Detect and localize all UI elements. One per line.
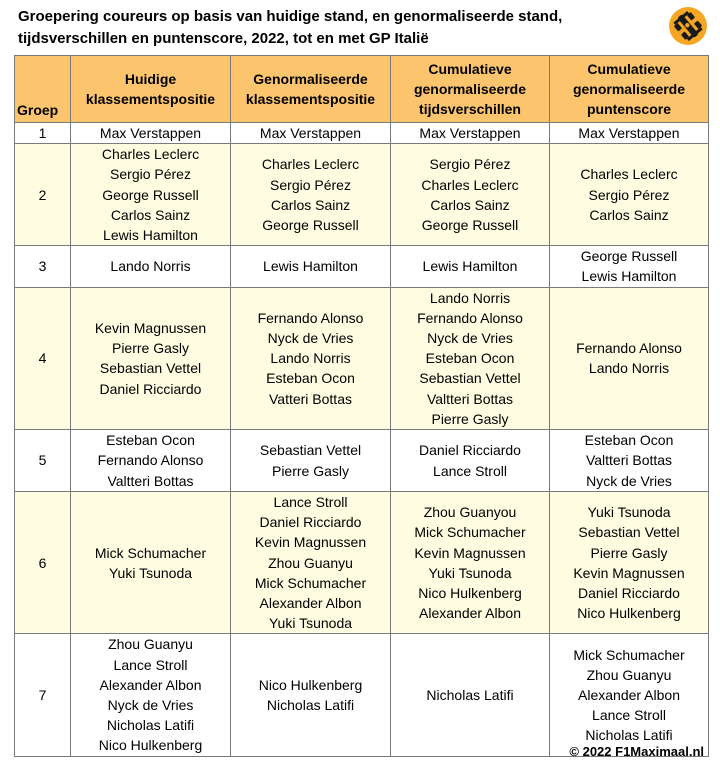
driver-name: Charles Leclerc [421,176,519,193]
driver-name: Daniel Ricciardo [578,584,680,601]
driver-cell [231,634,391,756]
driver-name: Esteban Ocon [106,432,195,449]
driver-name: Kevin Magnussen [254,534,367,551]
driver-name: Lance Stroll [592,707,666,724]
table-row [15,144,709,246]
driver-name: Kevin Magnussen [414,544,526,561]
driver-name: Lance Stroll [273,494,348,511]
driver-name: Mick Schumacher [573,646,685,663]
driver-cell [391,144,550,246]
driver-name: Yuki Tsunoda [268,615,353,632]
driver-name: Sebastian Vettel [259,442,362,459]
driver-name: Sergio Pérez [270,176,351,193]
driver-name: Sergio Pérez [110,166,191,183]
driver-name: Pierre Gasly [590,544,668,561]
group-number: 1 [15,123,71,144]
driver-name: Nico Hulkenberg [98,737,203,754]
driver-cell [550,492,709,634]
driver-cell [71,246,231,287]
driver-cell [71,123,231,144]
driver-name: Lewis Hamilton [422,258,518,275]
driver-name: Lando Norris [588,360,670,377]
group-number: 2 [15,144,71,246]
driver-name: Valtteri Bottas [585,452,673,469]
driver-cell [231,246,391,287]
driver-cell [231,430,391,492]
driver-name: Max Verstappen [578,125,680,141]
driver-name: Fernando Alonso [257,309,364,326]
driver-name: Nyck de Vries [427,330,513,347]
driver-name: Nyck de Vries [586,472,672,489]
driver-name: Nico Hulkenberg [577,605,681,622]
driver-name: Max Verstappen [259,125,362,141]
driver-name: Max Verstappen [419,125,521,141]
driver-name: Daniel Ricciardo [419,442,521,459]
driver-name: Lewis Hamilton [581,268,677,285]
driver-name: Charles Leclerc [101,146,200,163]
driver-name: Max Verstappen [99,125,202,141]
driver-name: Mick Schumacher [414,524,526,541]
driver-name: Lewis Hamilton [263,258,358,275]
driver-name: Carlos Sainz [430,196,510,213]
driver-cell [71,492,231,634]
driver-name: Mick Schumacher [94,544,207,561]
driver-cell [550,144,709,246]
driver-name: Charles Leclerc [580,166,678,183]
driver-name: Alexander Albon [419,605,521,622]
driver-cell [71,287,231,429]
driver-name: Nico Hulkenberg [418,584,522,601]
driver-name: Daniel Ricciardo [99,380,202,397]
driver-name: Vatteri Bottas [268,390,352,407]
driver-name: Valtteri Bottas [107,472,194,489]
driver-cell [231,144,391,246]
driver-name: Pierre Gasly [111,340,190,357]
driver-name: Lando Norris [110,258,191,275]
driver-name: Esteban Ocon [584,432,674,449]
driver-cell [550,246,709,287]
driver-name: Sergio Pérez [429,156,511,173]
driver-cell [391,246,550,287]
driver-name: George Russell [421,216,519,233]
driver-name: Zhou Guanyu [268,554,353,571]
driver-name: Pierre Gasly [431,410,509,427]
driver-cell [391,492,550,634]
driver-cell [391,430,550,492]
table-row [15,634,709,756]
group-number: 3 [15,246,71,287]
driver-name: Yuki Tsunoda [428,564,512,581]
driver-name: Sebastian Vettel [419,370,521,387]
driver-name: Carlos Sainz [589,206,669,223]
driver-cell [391,123,550,144]
driver-name: Esteban Ocon [425,350,515,367]
table-row [15,287,709,429]
driver-name: Zhou Guanyou [423,504,517,521]
f1-car-icon [668,6,708,46]
driver-name: Lando Norris [270,350,351,367]
driver-name: Alexander Albon [259,595,362,612]
header-groep: Groep [15,56,71,123]
header-genormaliseerde: Genormaliseerde klassementspositie [231,56,391,123]
table-row [15,492,709,634]
grouping-table [14,55,709,757]
driver-name: Nico Hulkenberg [258,676,363,693]
driver-name: Fernando Alonso [576,340,682,357]
driver-name: Zhou Guanyu [108,636,193,653]
driver-name: Fernando Alonso [97,452,204,469]
driver-name: Zhou Guanyu [586,666,672,683]
driver-cell [231,492,391,634]
group-number: 4 [15,287,71,429]
driver-cell [550,430,709,492]
driver-name: Pierre Gasly [271,462,350,479]
driver-name: Nicholas Latifi [106,717,195,734]
driver-name: Nicholas Latifi [266,697,355,714]
driver-name: Carlos Sainz [270,196,351,213]
driver-cell [550,634,709,756]
header-huidige: Huidige klassementspositie [71,56,231,123]
group-number: 6 [15,492,71,634]
driver-name: Alexander Albon [99,676,202,693]
driver-name: Mick Schumacher [254,574,367,591]
driver-name: Daniel Ricciardo [259,514,362,531]
driver-cell [71,634,231,756]
table-row [15,246,709,287]
driver-cell [231,123,391,144]
driver-cell [391,634,550,756]
driver-cell [231,287,391,429]
driver-cell [71,430,231,492]
page-title: Groepering coureurs op basis van huidige stand, en genormaliseerde stand, tijdsverschillen en puntenscore, 2022, tot en met GP Italië [18,8,563,47]
driver-name: Carlos Sainz [110,206,191,223]
driver-name: Sergio Pérez [588,186,670,203]
driver-name: Alexander Albon [578,686,680,703]
group-number: 5 [15,430,71,492]
driver-name: Nyck de Vries [107,697,194,714]
table-row [15,430,709,492]
driver-name: Lance Stroll [433,462,507,479]
driver-cell [391,287,550,429]
driver-name: George Russell [102,186,199,203]
driver-cell [550,123,709,144]
header-puntenscore: Cumulatieve genormaliseerde puntenscore [550,56,709,123]
driver-name: Sebastian Vettel [99,360,202,377]
driver-name: George Russell [262,216,359,233]
driver-name: Yuki Tsunoda [108,564,193,581]
driver-name: Charles Leclerc [261,156,360,173]
table-row [15,123,709,144]
driver-name: Nicholas Latifi [585,727,673,744]
driver-name: Kevin Magnussen [94,319,207,336]
driver-name: Valtteri Bottas [426,390,514,407]
driver-name: Nyck de Vries [267,330,354,347]
driver-name: Lance Stroll [113,656,188,673]
table-header-row [15,56,709,123]
header-tijdsverschillen: Cumulatieve genormaliseerde tijdsverschillen [391,56,550,123]
driver-name: Esteban Ocon [266,370,355,387]
driver-cell [71,144,231,246]
driver-name: George Russell [580,248,678,265]
driver-name: Fernando Alonso [417,309,523,326]
group-number: 7 [15,634,71,756]
driver-cell [550,287,709,429]
driver-name: Kevin Magnussen [573,564,685,581]
driver-name: Lando Norris [429,289,511,306]
copyright: © 2022 F1Maximaal.nl [569,744,704,759]
driver-name: Lewis Hamilton [103,227,198,244]
driver-name: Nicholas Latifi [426,686,514,703]
driver-name: Yuki Tsunoda [587,504,671,521]
driver-name: Sebastian Vettel [578,524,680,541]
